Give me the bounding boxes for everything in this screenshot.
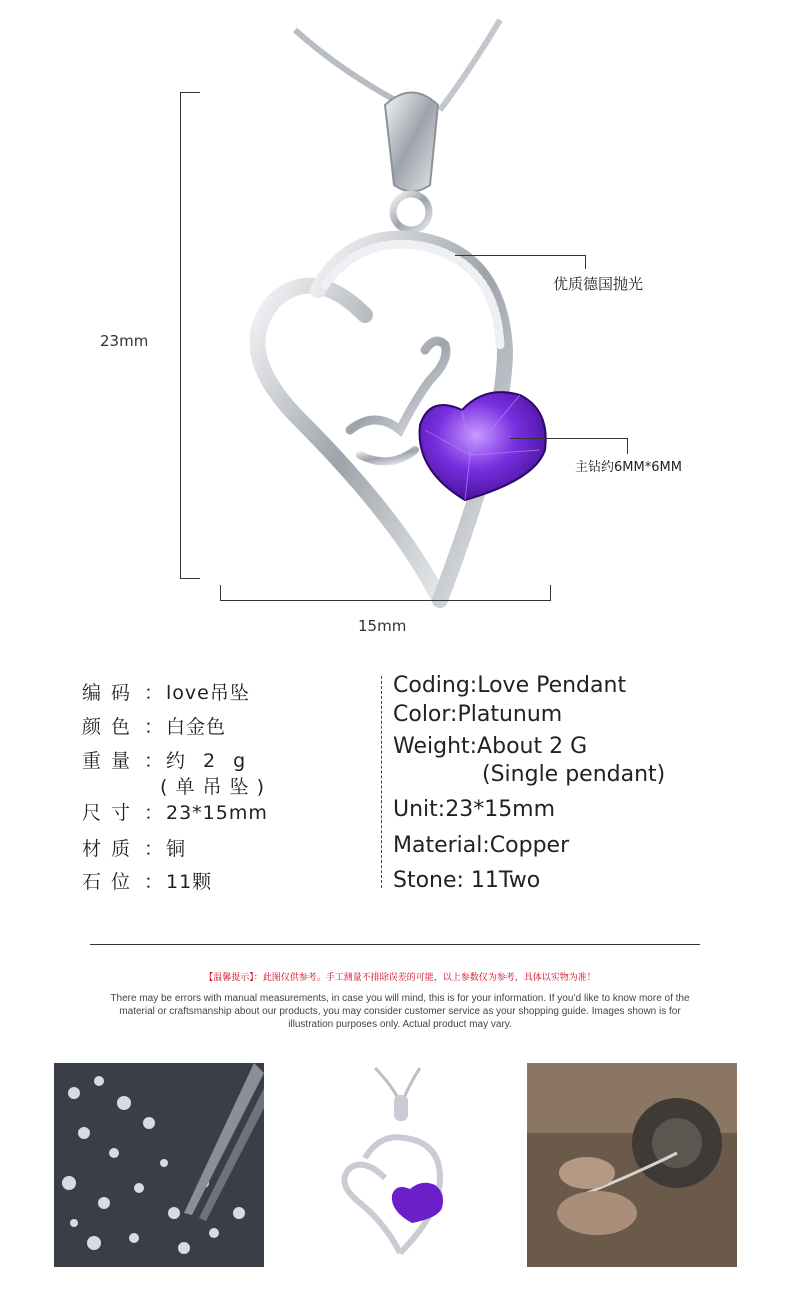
- spec-code-row: [82, 678, 250, 705]
- width-dimension-tick-left: [220, 585, 221, 601]
- en-spec-weight: Weight:About 2 G: [393, 734, 588, 759]
- height-dimension-line: [180, 92, 181, 578]
- notice-cn: 【温馨提示】：此图仅供参考。手工测量不排除误差的可能，以上参数仅为参考，具体以实物为准！: [204, 973, 596, 983]
- spec-separator: ：: [143, 682, 164, 704]
- spec-color-label: 颜色: [82, 716, 141, 738]
- spec-size-label: 尺寸: [82, 802, 141, 824]
- loose-stones-photo: [54, 1063, 264, 1267]
- en-spec-coding: Coding:Love Pendant: [393, 673, 627, 698]
- spec-material-row: [82, 834, 186, 861]
- height-dimension-tick-bottom: [180, 578, 200, 579]
- width-dimension-line: [220, 600, 550, 601]
- spec-separator: ：: [143, 871, 164, 893]
- spec-weight-value: 约 2 g: [166, 750, 252, 772]
- specs-divider: [381, 676, 382, 888]
- spec-color-row: [82, 712, 226, 739]
- spec-material-value: 铜: [166, 838, 187, 860]
- spec-material-label: 材质: [82, 838, 141, 860]
- pendant-hero-image: [200, 0, 580, 620]
- en-spec-weight-extra: (Single pendant): [482, 762, 666, 787]
- en-spec-color: Color:Platunum: [393, 702, 563, 727]
- height-dimension-label: 23mm: [100, 332, 149, 350]
- spec-weight-extra: ( 单 吊 坠 ): [160, 776, 265, 798]
- spec-separator: ：: [143, 716, 164, 738]
- polish-callout-line: [455, 255, 585, 256]
- notice-en: There may be errors with manual measurements, in case you will mind, this is for your information. If you’d like to know more of the material or craftsmanship about our products, you may consider customer service as your shopping guide. Images shown is for illustration purposes only. Actual product may vary.: [110, 993, 690, 1030]
- pendant-thumbnail: [330, 1063, 470, 1267]
- spec-stone-value: 11颗: [166, 871, 213, 893]
- polish-callout-drop: [585, 255, 586, 269]
- main-stone-callout-label: 主钻约6MM*6MM: [575, 460, 682, 475]
- spec-separator: ：: [143, 838, 164, 860]
- en-spec-unit: Unit:23*15mm: [393, 797, 556, 822]
- en-spec-material: Material:Copper: [393, 833, 570, 858]
- polishing-workshop-photo: [527, 1063, 737, 1267]
- spec-color-value: 白金色: [166, 716, 227, 738]
- polish-callout-label: 优质德国抛光: [553, 275, 644, 293]
- en-spec-stone: Stone: 11Two: [393, 868, 541, 893]
- spec-size-value: 23*15mm: [166, 802, 268, 824]
- spec-weight-row: [82, 746, 251, 773]
- spec-code-label: 编码: [82, 682, 141, 704]
- section-divider: [90, 944, 700, 945]
- spec-separator: ：: [143, 802, 164, 824]
- height-dimension-tick-top: [180, 92, 200, 93]
- main-stone-callout-drop: [627, 438, 628, 454]
- main-stone-callout-line: [510, 438, 628, 439]
- spec-weight-label: 重量: [82, 750, 141, 772]
- width-dimension-label: 15mm: [358, 617, 407, 635]
- spec-size-row: [82, 798, 268, 825]
- spec-separator: ：: [143, 750, 164, 772]
- width-dimension-tick-right: [550, 585, 551, 601]
- spec-stone-row: [82, 867, 212, 894]
- spec-stone-label: 石位: [82, 871, 141, 893]
- spec-code-value: love吊坠: [166, 682, 250, 704]
